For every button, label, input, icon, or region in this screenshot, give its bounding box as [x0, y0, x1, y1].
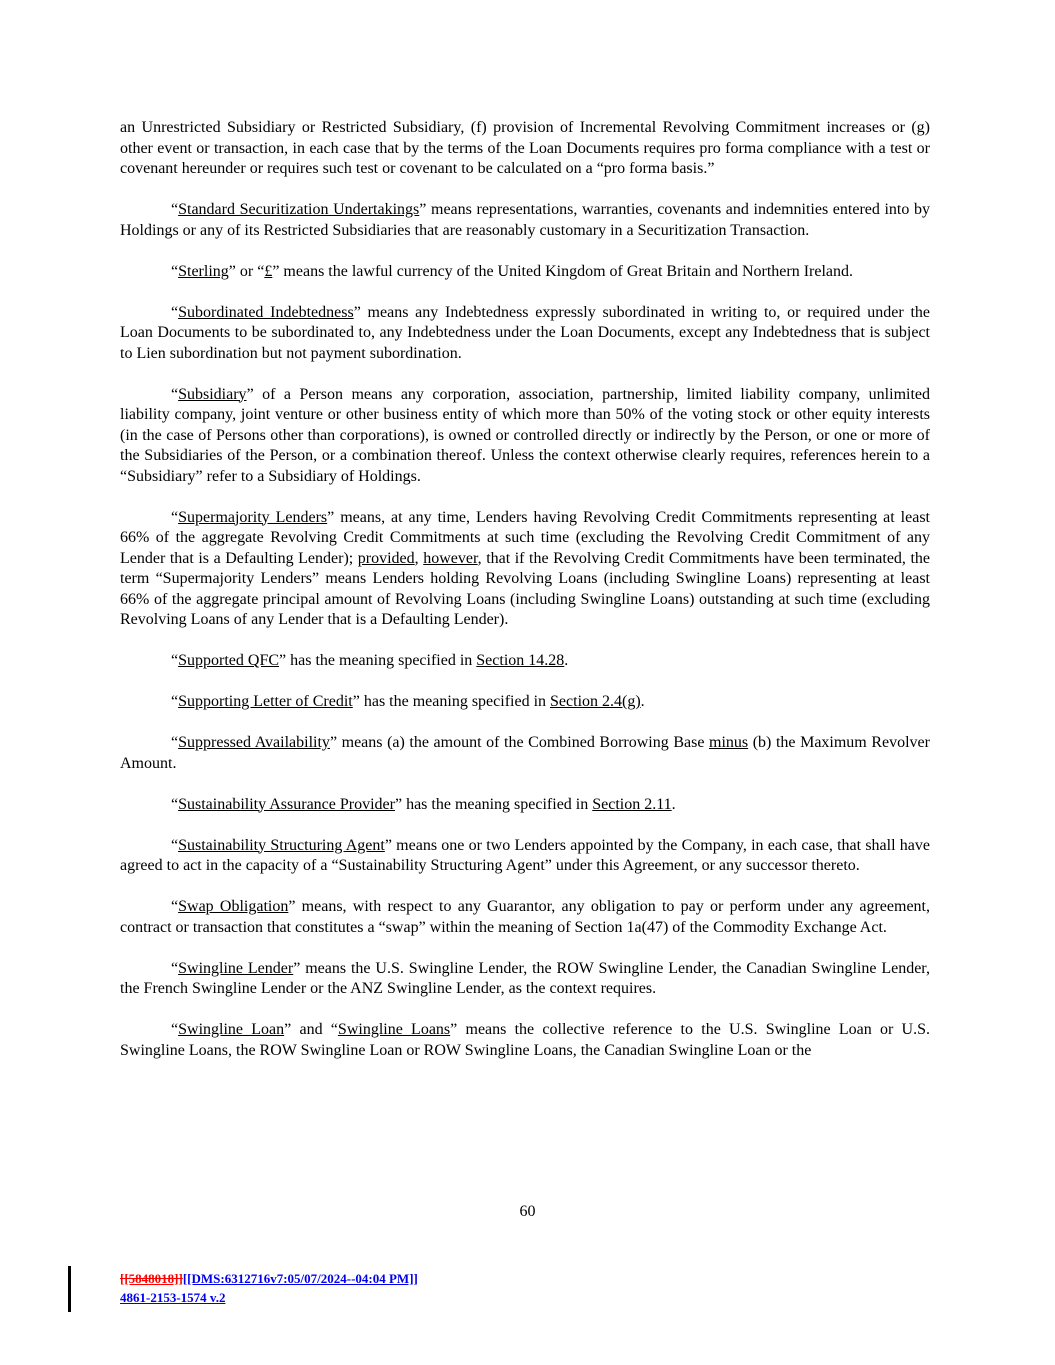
text-run: “ [171, 1021, 179, 1038]
text-run: ” has the meaning specified in [279, 652, 477, 669]
text-run: ” of a Person means any corporation, association, partnership, limited liability company, unlimited liability company, joint venture or other business entity of which more than 50% of the voting stock or other equity interests (in the case of Persons other than corporations), is owned or controlled directly or indirectly by the Person, or one or more of the Subsidiaries of the Person, or a combination thereof. Unless the context otherwise clearly requires, references herein to a “Subsidiary” refer to a Subsidiary of Holdings. [120, 385, 930, 485]
defined-term: Standard Securitization Undertakings [178, 201, 420, 218]
text-run: “ [171, 262, 179, 280]
paragraph [120, 959, 930, 1000]
paragraph [120, 1020, 930, 1061]
defined-term: Sterling [178, 262, 229, 280]
paragraph [120, 651, 930, 672]
document-id-stamp: [[DMS:6312716v7:05/07/2024--04:04 PM]] [182, 1271, 418, 1286]
defined-term: Sustainability Assurance Provider [178, 795, 395, 813]
text-run: ” means the U.S. Swingline Lender, the ROW Swingline Lender, the Canadian Swingline Lender, the French Swingline Lender or the ANZ Swingline Lender, as the context requires. [120, 959, 930, 997]
defined-term: Subordinated Indebtedness [178, 303, 354, 321]
text-run: “ [171, 652, 179, 669]
text-run: ” means (a) the amount of the Combined Borrowing Base [329, 734, 710, 751]
deleted-stamp-text: [[5848018]] [120, 1271, 183, 1286]
paragraph [120, 692, 930, 713]
stamp-line [120, 1288, 720, 1307]
defined-term: however [423, 549, 478, 567]
paragraph [120, 733, 930, 774]
text-run: . [564, 652, 569, 669]
text-run: ” means one or two Lenders appointed by the Company, in each case, that shall have agreed to act in the capacity of a “Sustainability Structuring Agent” under this Agreement, or any successor thereto. [120, 836, 931, 874]
text-run: . [671, 795, 676, 813]
paragraph [120, 508, 930, 631]
text-run: an Unrestricted Subsidiary or Restricted Subsidiary, (f) provision of Incremental Revolving Commitment increases or (g) other event or transaction, in each case that by the terms of the Loan Documents requires pro forma compliance with a test or covenant hereunder or requires such test or covenant to be calculated on a “pro forma basis.” [120, 119, 930, 177]
defined-term: Section 14.28 [476, 652, 565, 669]
paragraph [120, 262, 930, 283]
text-run: “ [171, 693, 179, 710]
defined-term: Supporting Letter of Credit [178, 693, 353, 710]
text-run: ” means the lawful currency of the United Kingdom of Great Britain and Northern Ireland. [272, 262, 853, 280]
paragraph [120, 897, 930, 938]
defined-term: Supermajority Lenders [178, 508, 328, 526]
text-run: , [414, 549, 424, 567]
text-run: “ [171, 795, 179, 813]
paragraph [120, 118, 930, 180]
paragraph [120, 303, 930, 365]
defined-term: Section 2.4(g) [550, 693, 641, 710]
text-run: “ [171, 508, 179, 526]
defined-term: Supported QFC [178, 652, 280, 669]
defined-term: minus [709, 734, 749, 751]
defined-term: Section 2.11 [592, 795, 672, 813]
text-run: “ [171, 201, 179, 218]
text-run: “ [171, 385, 179, 403]
defined-term: Swingline Lender [178, 959, 294, 977]
text-run: “ [171, 836, 179, 854]
document-body [120, 118, 930, 1082]
text-run: ” means any Indebtedness expressly subordinated in writing to, or required under the Loan Documents to be subordinated to, any Indebtedness under the Loan Documents, except any Indebtedness that is subject to Lien subordination but not payment subordination. [120, 303, 930, 362]
revision-change-bar [68, 1266, 71, 1312]
text-run: ” has the meaning specified in [352, 693, 551, 710]
defined-term: £ [264, 262, 273, 280]
text-run: (b) the Maximum Revolver Amount. [120, 734, 930, 772]
defined-term: Swap Obligation [178, 898, 289, 915]
text-run: . [640, 693, 645, 710]
text-run: ” and “ [284, 1021, 338, 1038]
text-run: “ [171, 734, 179, 751]
text-run: ” means representations, warranties, covenants and indemnities entered into by Holdings or any of its Restricted Subsidiaries that are reasonably customary in a Securitization Transaction. [120, 201, 930, 239]
text-run: ” or “ [228, 262, 265, 280]
text-run: “ [171, 303, 179, 321]
paragraph [120, 200, 930, 241]
text-run: ” means, at any time, Lenders having Revolving Credit Commitments representing at least 66% of the aggregate Revolving Credit Commitments at such time (excluding the Revolving Credit Commitment of any Lender that is a Defaulting Lender); [120, 508, 930, 567]
document-id-stamp: 4861-2153-1574 v.2 [120, 1290, 226, 1305]
stamp-line [120, 1269, 720, 1288]
text-run: “ [171, 898, 179, 915]
text-run: ” means the collective reference to the U.S. Swingline Loan or U.S. Swingline Loans, the ROW Swingline Loan or ROW Swingline Loans, the Canadian Swingline Loan or the [120, 1021, 930, 1059]
text-run: “ [171, 959, 179, 977]
defined-term: provided [357, 549, 415, 567]
text-run: , that if the Revolving Credit Commitments have been terminated, the term “Supermajority Lenders” means Lenders holding Revolving Loans (including Swingline Loans) representing at least 66% of the aggregate principal amount of Revolving Loans (including Swingline Loans) outstanding at such time (excluding Revolving Loans of any Lender that is a Defaulting Lender). [120, 549, 931, 628]
defined-term: Subsidiary [178, 385, 247, 403]
defined-term: Sustainability Structuring Agent [178, 836, 385, 854]
defined-term: Swingline Loan [178, 1021, 285, 1038]
defined-term: Swingline Loans [337, 1021, 451, 1038]
page-number: 60 [519, 1203, 536, 1220]
paragraph [120, 385, 930, 488]
defined-term: Suppressed Availability [178, 734, 330, 751]
paragraph [120, 795, 930, 816]
text-run: ” means, with respect to any Guarantor, any obligation to pay or perform under any agreement, contract or transaction that constitutes a “swap” within the meaning of Section 1a(47) of the Commodity Exchange Act. [120, 898, 930, 936]
paragraph [120, 836, 930, 877]
document-stamps [120, 1269, 720, 1307]
text-run: ” has the meaning specified in [394, 795, 593, 813]
